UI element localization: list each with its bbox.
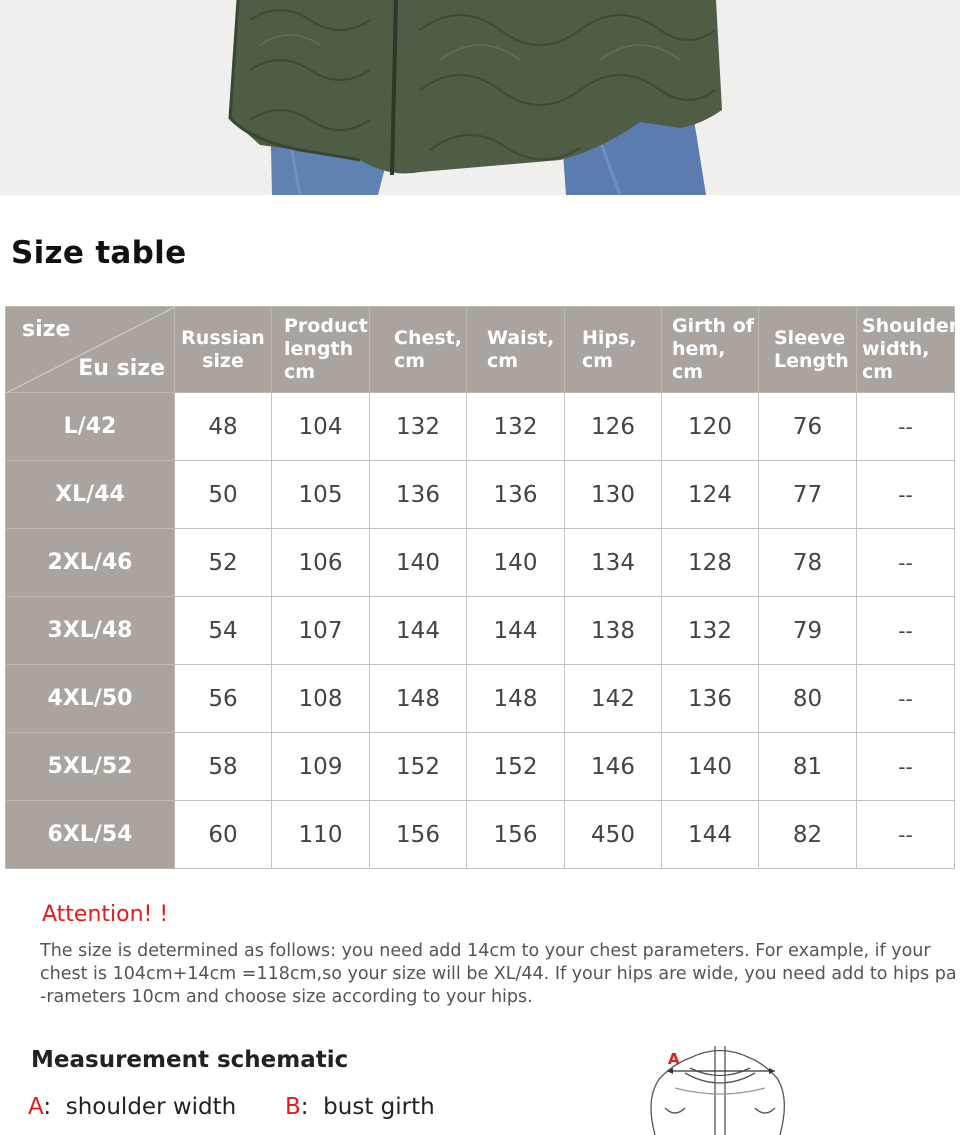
cell-shoulder-width: -- (857, 393, 955, 461)
cell-shoulder-width: -- (857, 461, 955, 529)
cell-girth-of-hem: 124 (662, 461, 759, 529)
cell-girth-of-hem: 140 (662, 733, 759, 801)
corner-label-size: size (22, 317, 71, 342)
row-size-label: 3XL/48 (6, 597, 175, 665)
cell-hips: 134 (565, 529, 662, 597)
cell-chest: 140 (370, 529, 467, 597)
table-row (6, 529, 955, 597)
cell-hips: 146 (565, 733, 662, 801)
legend-item-a: A: shoulder width (28, 1094, 237, 1120)
cell-shoulder-width: -- (857, 597, 955, 665)
col-header-waist: Waist, cm (467, 307, 565, 393)
table-header-row (6, 307, 955, 393)
cell-sleeve-length: 76 (759, 393, 857, 461)
cell-russian-size: 52 (175, 529, 272, 597)
cell-russian-size: 48 (175, 393, 272, 461)
cell-russian-size: 54 (175, 597, 272, 665)
attention-heading: Attention! ! (42, 902, 169, 927)
cell-waist: 132 (467, 393, 565, 461)
row-size-label: 5XL/52 (6, 733, 175, 801)
size-table (5, 306, 959, 869)
cell-girth-of-hem: 136 (662, 665, 759, 733)
section-title: Size table (11, 235, 187, 271)
cell-hips: 450 (565, 801, 662, 869)
cell-hips: 130 (565, 461, 662, 529)
cell-girth-of-hem: 120 (662, 393, 759, 461)
product-photo (0, 0, 960, 195)
schematic-title: Measurement schematic (31, 1047, 349, 1073)
cell-shoulder-width: -- (857, 529, 955, 597)
jacket-sketch-icon (565, 1038, 875, 1135)
corner-header-cell (6, 307, 175, 393)
cell-girth-of-hem: 132 (662, 597, 759, 665)
cell-product-length: 107 (272, 597, 370, 665)
cell-russian-size: 56 (175, 665, 272, 733)
cell-hips: 126 (565, 393, 662, 461)
legend-key: B (285, 1094, 301, 1120)
col-header-girth-of-hem: Girth of hem, cm (662, 307, 759, 393)
attention-note (40, 940, 957, 1009)
cell-chest: 136 (370, 461, 467, 529)
table-row (6, 801, 955, 869)
col-header-sleeve-length: Sleeve Length (759, 307, 857, 393)
cell-shoulder-width: -- (857, 665, 955, 733)
cell-product-length: 104 (272, 393, 370, 461)
table-row (6, 393, 955, 461)
col-header-product-length: Product length cm (272, 307, 370, 393)
note-line: chest is 104cm+14cm =118cm,so your size will be XL/44. If your hips are wide, you need add to hips pa (40, 964, 957, 984)
row-size-label: L/42 (6, 393, 175, 461)
cell-sleeve-length: 82 (759, 801, 857, 869)
row-size-label: 4XL/50 (6, 665, 175, 733)
cell-product-length: 108 (272, 665, 370, 733)
cell-sleeve-length: 80 (759, 665, 857, 733)
cell-russian-size: 58 (175, 733, 272, 801)
note-line: The size is determined as follows: you need add 14cm to your chest parameters. For example, if your (40, 941, 931, 961)
cell-product-length: 106 (272, 529, 370, 597)
legend-item-b: B: bust girth (285, 1094, 435, 1120)
cell-product-length: 109 (272, 733, 370, 801)
cell-russian-size: 50 (175, 461, 272, 529)
cell-product-length: 105 (272, 461, 370, 529)
col-header-shoulder-width: Shoulder width, cm (857, 307, 955, 393)
col-header-russian-size: Russian size (175, 307, 272, 393)
cell-sleeve-length: 78 (759, 529, 857, 597)
note-line: -rameters 10cm and choose size according to your hips. (40, 987, 533, 1007)
cell-shoulder-width: -- (857, 801, 955, 869)
cell-waist: 156 (467, 801, 565, 869)
table-row (6, 665, 955, 733)
cell-waist: 152 (467, 733, 565, 801)
cell-product-length: 110 (272, 801, 370, 869)
cell-girth-of-hem: 144 (662, 801, 759, 869)
cell-sleeve-length: 81 (759, 733, 857, 801)
cell-sleeve-length: 79 (759, 597, 857, 665)
row-size-label: 2XL/46 (6, 529, 175, 597)
sketch-marker-a: A (668, 1050, 680, 1068)
row-size-label: XL/44 (6, 461, 175, 529)
row-size-label: 6XL/54 (6, 801, 175, 869)
col-header-chest: Chest, cm (370, 307, 467, 393)
col-header-hips: Hips, cm (565, 307, 662, 393)
cell-waist: 144 (467, 597, 565, 665)
table-row (6, 597, 955, 665)
cell-sleeve-length: 77 (759, 461, 857, 529)
cell-hips: 138 (565, 597, 662, 665)
cell-waist: 136 (467, 461, 565, 529)
cell-chest: 132 (370, 393, 467, 461)
cell-waist: 140 (467, 529, 565, 597)
cell-russian-size: 60 (175, 801, 272, 869)
cell-waist: 148 (467, 665, 565, 733)
table-row (6, 733, 955, 801)
cell-shoulder-width: -- (857, 733, 955, 801)
cell-chest: 144 (370, 597, 467, 665)
legend-key: A (28, 1094, 44, 1120)
legend-label: shoulder width (65, 1094, 237, 1120)
cell-chest: 152 (370, 733, 467, 801)
table-row (6, 461, 955, 529)
corner-label-eu-size: Eu size (78, 355, 165, 381)
cell-hips: 142 (565, 665, 662, 733)
cell-chest: 148 (370, 665, 467, 733)
cell-girth-of-hem: 128 (662, 529, 759, 597)
legend-label: bust girth (323, 1094, 435, 1120)
cell-chest: 156 (370, 801, 467, 869)
